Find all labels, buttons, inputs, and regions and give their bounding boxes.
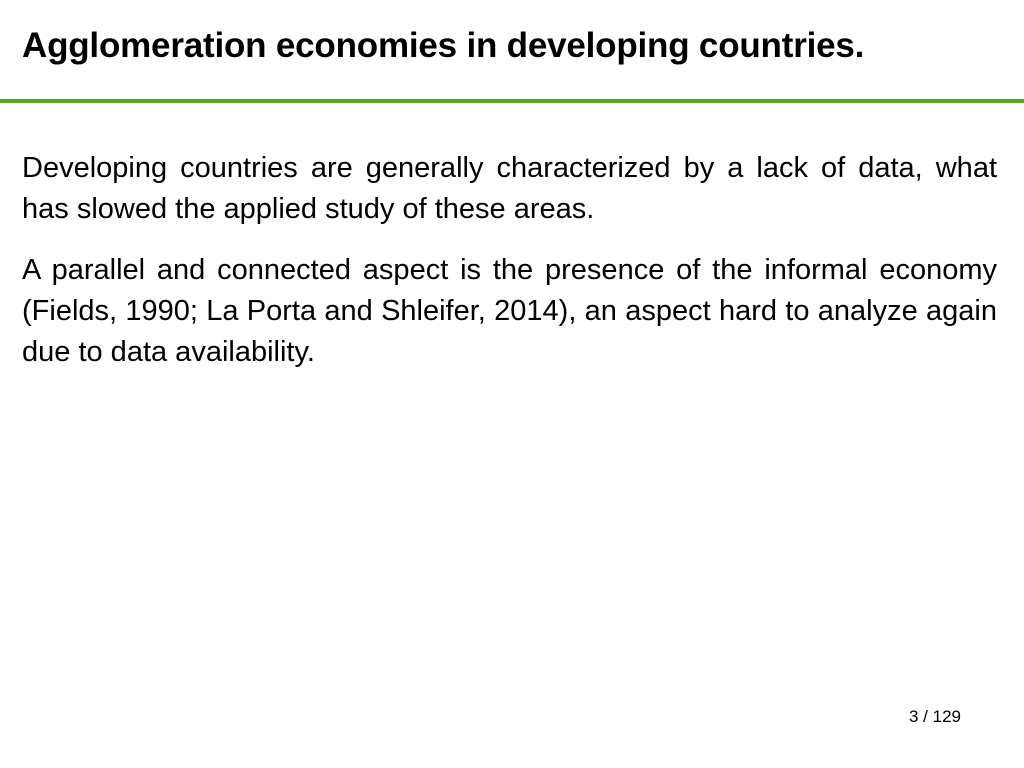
paragraph-data-scarcity: Developing countries are generally characterized by a lack of data, what has slowed the applied study of these areas.: [22, 152, 997, 225]
paragraph-informal-economy: A parallel and connected aspect is the presence of the informal economy (Fields, 1990; La Porta and Shleifer, 2014), an aspect hard to analyze again due to data availability.: [22, 254, 997, 368]
page-number: 3 / 129: [909, 707, 961, 726]
slide-body: [22, 148, 997, 393]
title-divider: [0, 99, 1024, 103]
slide-title: Agglomeration economies in developing countries.: [22, 26, 865, 65]
